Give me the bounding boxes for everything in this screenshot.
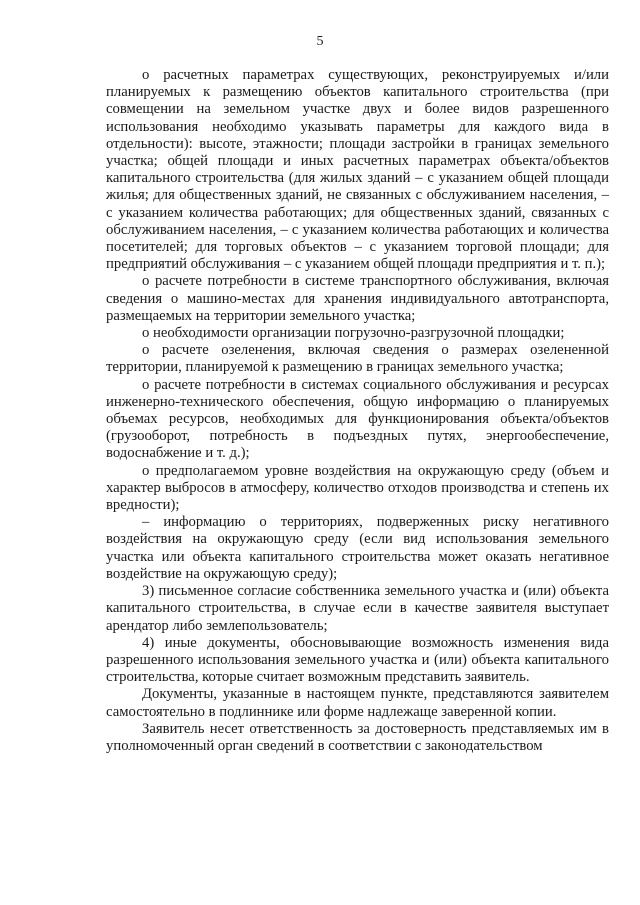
paragraph-transport-service: о расчете потребности в системе транспортного обслуживания, включая сведения о машино-местах для хранения индивидуального автотранспорта, размещаемых на территории земельного участка; bbox=[106, 273, 609, 324]
page-number: 5 bbox=[316, 34, 324, 49]
paragraph-applicant-responsibility: Заявитель несет ответственность за достоверность представляемых им в уполномоченный орган сведений в соответствии с законодательством bbox=[106, 720, 609, 754]
paragraph-loading-area: о необходимости организации погрузочно-разгрузочной площадки; bbox=[142, 325, 565, 342]
paragraph-calculated-parameters: о расчетных параметрах существующих, реконструируемых и/или планируемых к размещению объектов капитального строительства (при совмещении на земельном участке двух и более видов разрешенного использования необходимо указывать параметры для каждого вида в отдельности): высоте, этажности; площади застройки в границах земельного участка; общей площади и иных расчетных параметрах объекта/объектов капитального строительства (для жилых зданий – с указанием общей площади жилья; для общественных зданий, не связанных с обслуживанием населения, – с указанием количества работающих; для общественных зданий, связанных с обслуживанием населения, – с указанием количества работающих и количества посетителей; для торговых объектов – с указанием торговой площади; для предприятий обслуживания – с указанием общей площади предприятия и т. п.); bbox=[106, 67, 609, 273]
paragraph-documents-submission: Документы, указанные в настоящем пункте, представляются заявителем самостоятельно в подлиннике или форме надлежаще заверенной копии. bbox=[106, 686, 609, 720]
paragraph-environmental-impact: о предполагаемом уровне воздействия на окружающую среду (объем и характер выбросов в атмосферу, количество отходов производства и степень их вредности); bbox=[106, 462, 609, 514]
paragraph-social-and-engineering: о расчете потребности в системах социального обслуживания и ресурсах инженерно-технического обеспечения, общую информацию о планируемых объемах ресурсов, необходимых для функционирования объекта/объектов (грузооборот, потребность в подъездных путях, энергообеспечение, водоснабжение и т. д.); bbox=[106, 376, 609, 462]
paragraph-risk-territories: – информацию о территориях, подверженных риску негативного воздействия на окружающую среду (если вид использования земельного участка или объекта капитального строительства может оказать негативное воздействие на окружающую среду); bbox=[106, 514, 609, 582]
paragraph-other-documents: 4) иные документы, обосновывающие возможность изменения вида разрешенного использования земельного участка и (или) объекта капитального строительства, которые считает возможным представить заявитель. bbox=[106, 634, 609, 686]
paragraph-owner-consent: 3) письменное согласие собственника земельного участка и (или) объекта капитального строительства, в случае если в качестве заявителя выступает арендатор либо землепользователь; bbox=[106, 583, 609, 634]
paragraph-landscaping: о расчете озеленения, включая сведения о размерах озелененной территории, планируемой к размещению в границах земельного участка; bbox=[106, 342, 609, 376]
document-body bbox=[106, 67, 609, 755]
